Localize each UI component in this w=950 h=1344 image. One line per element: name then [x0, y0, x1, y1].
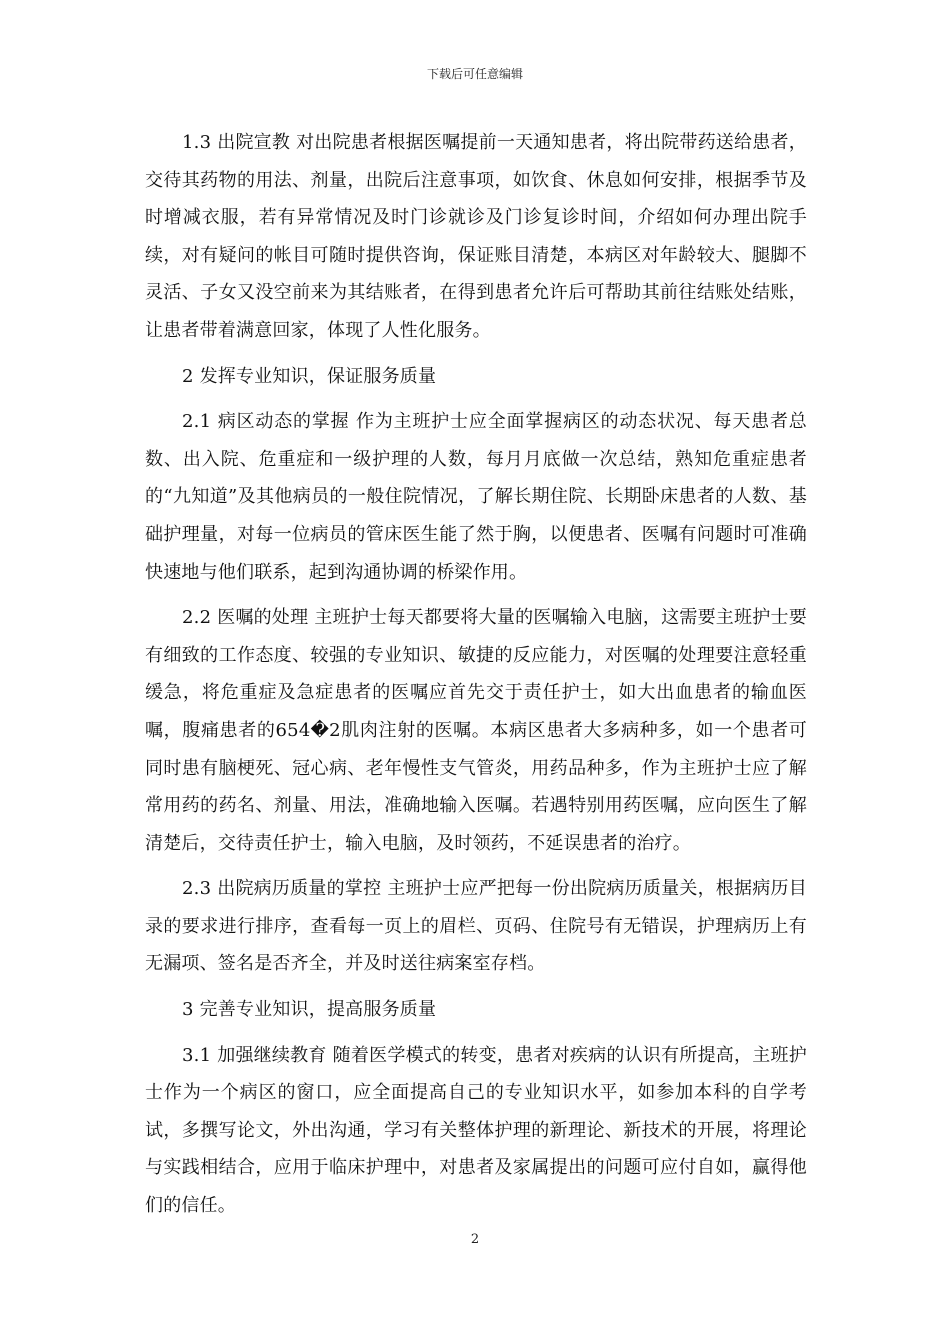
section-heading-2: 2 发挥专业知识，保证服务质量 — [182, 365, 437, 387]
paragraph-order-processing: 2.2 医嘱的处理 主班护士每天都要将大量的医嘱输入电脑，这需要主班护士要有细致的工作态度、较强的专业知识、敏捷的反应能力，对医嘱的处理要注意轻重缓急，将危重症及急症患者的医嘱应首先交于责任护士，如大出血患者的输血医嘱，腹痛患者的654�2肌肉注射的医嘱。本病区患者大多病种多，如一个患者可同时患有脑梗死、冠心病、老年慢性支气管炎，用药品种多，作为主班护士应了解常用药的药名、剂量、用法，准确地输入医嘱。若遇特别用药医嘱，应向医生了解清楚后，交待责任护士，输入电脑，及时领药，不延误患者的治疗。 — [145, 607, 807, 854]
page-header: 下载后可任意编辑 — [426, 67, 523, 81]
paragraph-ward-dynamics: 2.1 病区动态的掌握 作为主班护士应全面掌握病区的动态状况、每天患者总数、出入院、危重症和一级护理的人数，每月月底做一次总结，熟知危重症患者的“九知道”及其他病员的一般住院情况，了解长期住院、长期卧床患者的人数、基础护理量，对每一位病员的管床医生能了然于胸，以便患者、医嘱有问题时可准确快速地与他们联系，起到沟通协调的桥梁作用。 — [145, 411, 807, 583]
paragraph-medical-record-quality: 2.3 出院病历质量的掌控 主班护士应严把每一份出院病历质量关，根据病历目录的要求进行排序，查看每一页上的眉栏、页码、住院号有无错误，护理病历上有无漏项、签名是否齐全，并及时送往病案室存档。 — [145, 878, 807, 975]
section-heading-3: 3 完善专业知识，提高服务质量 — [182, 999, 437, 1021]
paragraph-discharge-education: 1.3 出院宣教 对出院患者根据医嘱提前一天通知患者，将出院带药送给患者，交待其药物的用法、剂量，出院后注意事项，如饮食、休息如何安排，根据季节及时增减衣服，若有异常情况及时门诊就诊及门诊复诊时间，介绍如何办理出院手续，对有疑问的帐目可随时提供咨询，保证账目清楚，本病区对年龄较大、腿脚不灵活、子女又没空前来为其结账者，在得到患者允许后可帮助其前往结账处结账，让患者带着满意回家，体现了人性化服务。 — [145, 132, 807, 341]
paragraph-continuing-education: 3.1 加强继续教育 随着医学模式的转变，患者对疾病的认识有所提高，主班护士作为一个病区的窗口，应全面提高自己的专业知识水平，如参加本科的自学考试，多撰写论文，外出沟通，学习有关整体护理的新理论、新技术的开展，将理论与实践相结合，应用于临床护理中，对患者及家属提出的问题可应付自如，赢得他们的信任。 — [145, 1044, 807, 1217]
page-number: 2 — [470, 1232, 480, 1247]
document-body — [145, 124, 807, 1233]
